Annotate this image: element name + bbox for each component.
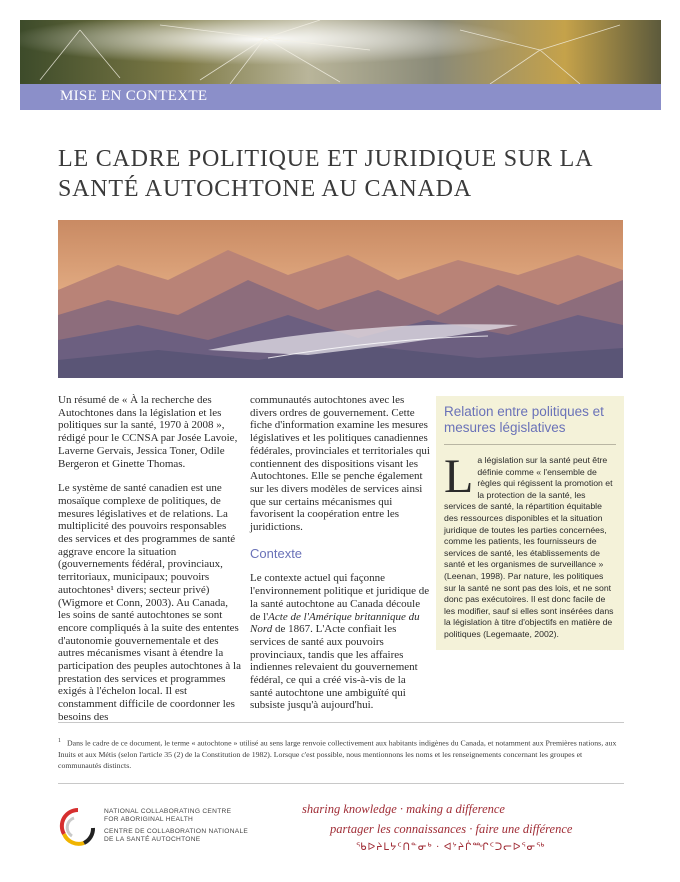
sidebar-text — [444, 450, 616, 641]
org-en-line-1: NATIONAL COLLABORATING CENTRE — [104, 808, 232, 815]
mountain-landscape-image — [58, 220, 623, 378]
section-band — [20, 84, 661, 110]
summary-paragraph: Un résumé de « À la recherche des Autochtones dans la législation et les politiques sur la santé, 1970 à 2008 », rédigé pour le CCNSA par Josée Lavoie, Laverne Gervais, Jessica Toner, Odile Bergeron et Ginette Thomas. — [58, 394, 238, 470]
drop-cap: L — [444, 450, 474, 503]
slogan-syllabics: ᖃᐅᔨᒪᔭᑦᑎᓐᓂᒃ · ᐊᔾᔨᒌᙱᑦᑐᓕᐅᕐᓂᖅ — [356, 842, 546, 853]
sidebar-heading: Relation entre politiques et mesures législatives — [444, 404, 604, 435]
footer-divider — [58, 783, 624, 784]
org-fr-line-1: CENTRE DE COLLABORATION NATIONALE — [104, 828, 249, 835]
org-en-line-2: FOR ABORIGINAL HEALTH — [104, 816, 194, 823]
section-heading-contexte: Contexte — [250, 545, 303, 561]
title-line-1: LE CADRE POLITIQUE ET JURIDIQUE SUR LA — [58, 146, 594, 172]
slogan-french: partager les connaissances · faire une différence — [330, 822, 573, 836]
footnote — [58, 736, 624, 771]
page-title — [58, 144, 638, 204]
act-title: Acte de l'Amérique britannique du Nord — [250, 610, 420, 636]
contexte-text-2: de 1867. L'Acte confiait les services de santé aux pouvoirs provinciaux, tandis que les affaires indiennes relevaient du gouvernement fédéral, ce qui a créé vis-à-vis de la santé autochtone une ambiguïté qui subsiste jusqu'à aujourd'hui. — [250, 623, 418, 712]
org-name-english — [104, 808, 231, 824]
body-column-1 — [58, 394, 242, 724]
sidebar-box — [436, 396, 624, 650]
section-label: MISE EN CONTEXTE — [60, 88, 208, 104]
nccah-logo-icon — [58, 806, 98, 848]
sidebar-body: a législation sur la santé peut être définie comme « l'ensemble de règles qui régissent la promotion et la protection de la santé, les services de santé, la répartition équitable des ressources disponibles et la situation juridique de toutes les parties concernées, comme les patients, les fournisseurs de services de santé, les établissements de santé et les organismes de surveillance » (Leenan, 1998). Par nature, les politiques sur la santé ne sont pas des lois, et ne sont donc pas exécutoires. Il est donc facile de les modifier, sauf si elles sont insérées dans la législation à titre d'objectifs en matière de politiques (Legemaate, 2002). — [444, 455, 614, 639]
footnote-text: Dans le cadre de ce document, le terme « autochtone » utilisé au sens large renvoie collectivement aux habitants indigènes du Canada, et notamment aux Premières nations, aux Inuits et aux Métis (selon l'article 35 (2) de la Constitution de 1982). Lorsque c'est possible, nous mentionnons les noms et les renseignements concernant les groupes et communautés distincts. — [58, 738, 617, 770]
contexte-text-1: Le contexte actuel qui façonne l'environnement politique et juridique de la santé autochtone au Canada découle de l' — [250, 572, 430, 623]
body-column-2 — [250, 394, 430, 712]
sidebar-divider — [444, 444, 616, 445]
continued-paragraph: communautés autochtones avec les divers ordres de gouvernement. Cette fiche d'information examine les mesures législatives et les politiques canadiennes fédérales, provinciales et territoriales qui contiennent des dispositions visant les Autochtones. Elle se penche également sur les divers modèles de services ainsi que sur certains mécanismes qui favorisent la coopération entre les juridictions. — [250, 394, 430, 534]
footnote-marker: 1 — [58, 738, 61, 744]
org-fr-line-2: DE LA SANTÉ AUTOCHTONE — [104, 836, 201, 843]
title-line-2: SANTÉ AUTOCHTONE AU CANADA — [58, 176, 472, 202]
org-name-french — [104, 828, 248, 844]
footnote-divider — [58, 722, 624, 723]
intro-paragraph: Le système de santé canadien est une mosaïque complexe de politiques, de mesures législatives et de relations. La multiplicité des pouvoirs responsables des services et des programmes de santé aggrave encore la situation (gouvernements fédéral, provinciaux, territoriaux, municipaux; pouvoirs autochtones¹ divers; secteur privé) (Wigmore et Conn, 2003). Au Canada, les soins de santé autochtones se sont encore compliqués à la suite des ententes d'autonomie gouvernementale et des autres mécanismes visant à étendre la participation des peuples autochtones à la prestation des services et programmes exigés à l'échelon local. Il est constamment difficile de coordonner les besoins des — [58, 482, 241, 723]
contexte-paragraph — [250, 572, 430, 712]
slogan-english: sharing knowledge · making a difference — [302, 802, 505, 816]
header-banner-image — [20, 20, 661, 84]
